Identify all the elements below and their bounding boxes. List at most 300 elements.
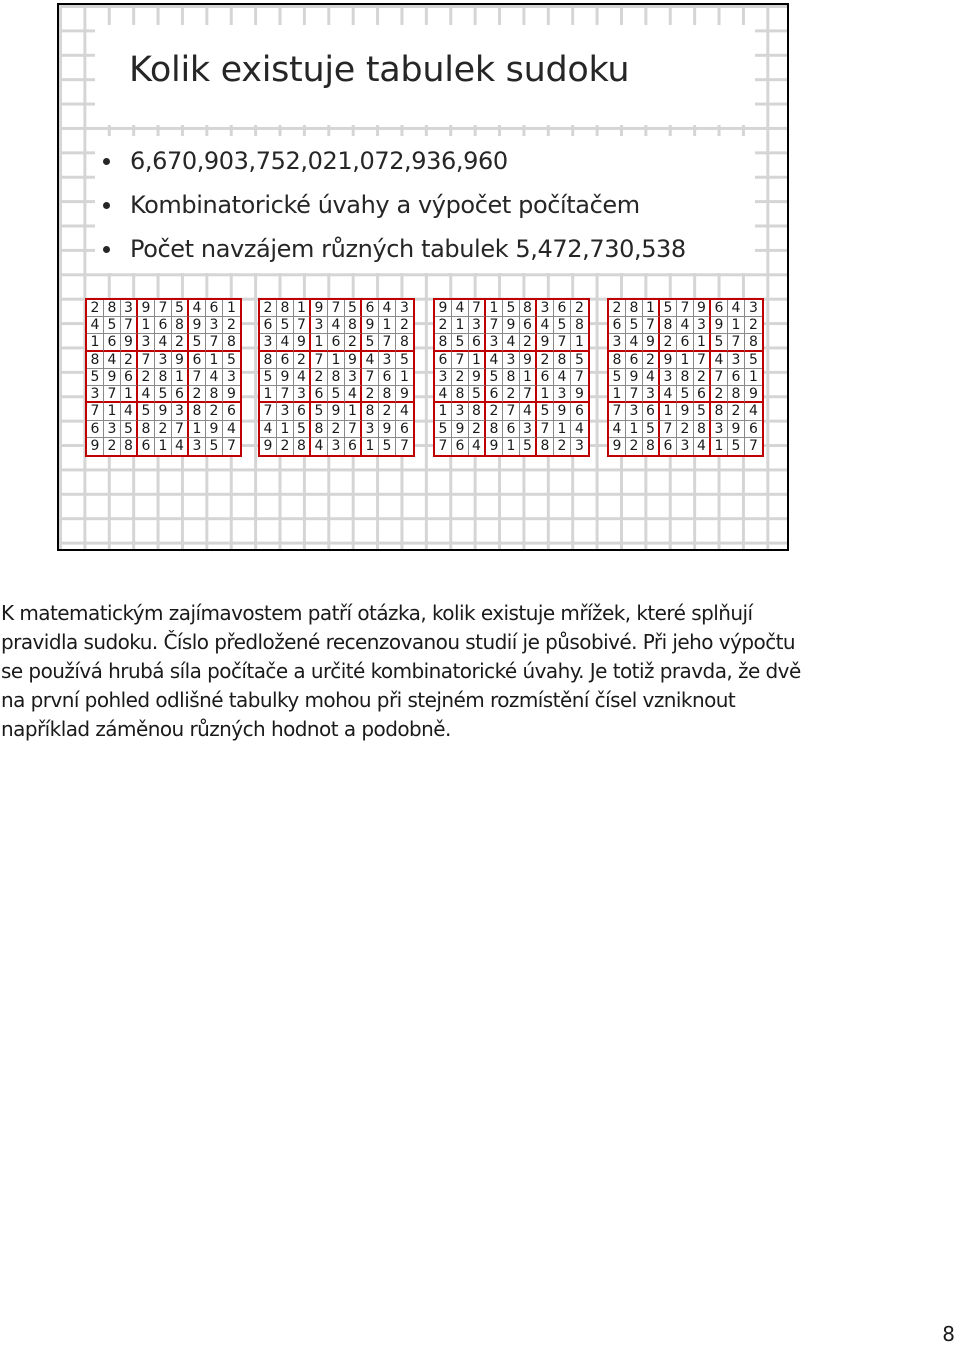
sudoku-cell: 5 — [643, 421, 660, 438]
sudoku-cell: 2 — [435, 317, 452, 334]
sudoku-cell: 2 — [172, 334, 189, 351]
sudoku-cell: 8 — [206, 386, 223, 403]
caption-line: například záměnou různých hodnot a podobně. — [1, 717, 451, 741]
sudoku-cell: 4 — [379, 300, 396, 317]
sudoku-cell: 4 — [189, 300, 206, 317]
sudoku-cell: 7 — [227, 437, 236, 454]
sudoku-cell: 4 — [138, 386, 155, 403]
sudoku-cell: 1 — [571, 334, 588, 351]
sudoku-cell: 1 — [469, 352, 486, 369]
sudoku-cell: 3 — [643, 386, 660, 403]
page-number: 8 — [942, 1322, 955, 1346]
sudoku-cell: 2 — [260, 300, 277, 317]
sudoku-cell: 5 — [503, 300, 520, 317]
sudoku-cell: 9 — [328, 403, 345, 420]
sudoku-cell: 4 — [155, 334, 172, 351]
sudoku-cell: 1 — [554, 421, 571, 438]
sudoku-cell: 9 — [677, 403, 694, 420]
sudoku-cell: 9 — [469, 369, 486, 386]
sudoku-cell: 3 — [486, 334, 503, 351]
sudoku-cell: 1 — [121, 386, 138, 403]
sudoku-cell: 6 — [362, 300, 379, 317]
sudoku-cell: 1 — [396, 369, 413, 386]
sudoku-cell: 1 — [294, 300, 311, 317]
sudoku-cell: 3 — [677, 438, 694, 455]
sudoku-cell: 2 — [520, 334, 537, 351]
sudoku-cell: 1 — [345, 403, 362, 420]
sudoku-cell: 7 — [138, 352, 155, 369]
sudoku-cell: 7 — [435, 438, 452, 455]
sudoku-cell: 1 — [609, 386, 626, 403]
sudoku-cell: 1 — [189, 421, 206, 438]
sudoku-cell: 2 — [554, 438, 571, 455]
caption-line: na první pohled odlišné tabulky mohou při stejném rozmístění čísel vzniknout — [1, 688, 736, 712]
sudoku-cell: 6 — [469, 334, 486, 351]
sudoku-cell: 9 — [537, 334, 554, 351]
sudoku-cell: 1 — [520, 369, 537, 386]
sudoku-cell: 8 — [660, 317, 677, 334]
sudoku-cell: 5 — [362, 334, 379, 351]
sudoku-cell: 3 — [694, 317, 711, 334]
sudoku-cell: 7 — [260, 403, 277, 420]
sudoku-cell: 7 — [294, 317, 311, 334]
sudoku-cell: 8 — [728, 386, 745, 403]
sudoku-cell: 7 — [362, 369, 379, 386]
sudoku-cell: 3 — [223, 369, 240, 386]
sudoku-cell: 6 — [172, 386, 189, 403]
sudoku-cell: 9 — [138, 300, 155, 317]
sudoku-cell: 4 — [345, 386, 362, 403]
caption-line: K matematickým zajímavostem patří otázka, kolik existuje mřížek, které splňují — [1, 601, 753, 625]
sudoku-cell: 9 — [362, 317, 379, 334]
sudoku-cell: 5 — [189, 334, 206, 351]
sudoku-cell: 7 — [711, 369, 728, 386]
sudoku-cell: 1 — [537, 386, 554, 403]
sudoku-cell: 6 — [121, 369, 138, 386]
sudoku-cell: 3 — [345, 369, 362, 386]
sudoku-cell: 9 — [311, 300, 328, 317]
sudoku-cell: 6 — [189, 352, 206, 369]
sudoku-cell: 5 — [469, 386, 486, 403]
sudoku-cell: 2 — [223, 317, 240, 334]
sudoku-cell: 1 — [643, 300, 660, 317]
sudoku-cell: 1 — [172, 369, 189, 386]
sudoku-cell: 3 — [626, 403, 643, 420]
sudoku-cell: 8 — [554, 352, 571, 369]
sudoku-cell: 8 — [520, 300, 537, 317]
sudoku-cell: 3 — [311, 317, 328, 334]
sudoku-cell: 4 — [328, 317, 345, 334]
sudoku-cell: 5 — [345, 300, 362, 317]
sudoku-cell: 8 — [677, 369, 694, 386]
sudoku-cell: 2 — [745, 317, 762, 334]
sudoku-cell: 6 — [503, 421, 520, 438]
sudoku-cell: 1 — [677, 352, 694, 369]
sudoku-cell: 6 — [554, 300, 571, 317]
sudoku-cell: 3 — [294, 386, 311, 403]
sudoku-cell: 9 — [104, 369, 121, 386]
sudoku-cell: 6 — [660, 438, 677, 455]
sudoku-cell: 8 — [189, 403, 206, 420]
slide-title: Kolik existuje tabulek sudoku — [129, 50, 630, 90]
sudoku-cell: 1 — [452, 317, 469, 334]
sudoku-cell: 3 — [435, 369, 452, 386]
caption-paragraph — [1, 599, 921, 744]
sudoku-cell: 7 — [311, 352, 328, 369]
sudoku-cell: 9 — [503, 317, 520, 334]
sudoku-cell: 5 — [311, 403, 328, 420]
sudoku-cell: 2 — [660, 334, 677, 351]
sudoku-cell: 3 — [575, 437, 584, 454]
sudoku-cell: 5 — [520, 438, 537, 455]
sudoku-cell: 3 — [728, 352, 745, 369]
sudoku-cell: 8 — [345, 317, 362, 334]
sudoku-cell: 4 — [172, 438, 189, 455]
sudoku-cell: 3 — [554, 386, 571, 403]
sudoku-cell: 7 — [643, 317, 660, 334]
sudoku-cell: 2 — [294, 352, 311, 369]
sudoku-cell: 8 — [626, 300, 643, 317]
sudoku-cell: 8 — [104, 300, 121, 317]
sudoku-cell: 6 — [643, 403, 660, 420]
sudoku-cell: 4 — [223, 421, 240, 438]
caption-line: se používá hrubá síla počítače a určité kombinatorické úvahy. Je totiž pravda, že dvě — [1, 659, 801, 683]
sudoku-cell: 7 — [469, 300, 486, 317]
sudoku-cell: 8 — [571, 317, 588, 334]
sudoku-cell: 7 — [328, 300, 345, 317]
sudoku-cell: 6 — [104, 334, 121, 351]
sudoku-cell: 3 — [121, 300, 138, 317]
sudoku-cell: 5 — [626, 317, 643, 334]
sudoku-grid-3 — [433, 298, 590, 457]
sudoku-cell: 9 — [745, 386, 762, 403]
sudoku-cell: 6 — [609, 317, 626, 334]
sudoku-cell: 9 — [155, 403, 172, 420]
sudoku-cell: 5 — [104, 317, 121, 334]
sudoku-cell: 3 — [328, 438, 345, 455]
sudoku-cell: 8 — [396, 334, 413, 351]
sudoku-cell: 3 — [609, 334, 626, 351]
sudoku-cell: 4 — [571, 421, 588, 438]
sudoku-cell: 9 — [396, 386, 413, 403]
sudoku-cell: 5 — [379, 438, 396, 455]
sudoku-cell: 4 — [503, 334, 520, 351]
sudoku-cell: 5 — [486, 369, 503, 386]
sudoku-cell: 2 — [643, 352, 660, 369]
sudoku-cell: 8 — [694, 421, 711, 438]
sudoku-cell: 8 — [711, 403, 728, 420]
sudoku-cell: 9 — [189, 317, 206, 334]
sudoku-cell: 2 — [362, 386, 379, 403]
sudoku-cell: 2 — [121, 352, 138, 369]
sudoku-cell: 1 — [362, 438, 379, 455]
sudoku-cell: 5 — [554, 317, 571, 334]
sudoku-cell: 6 — [626, 352, 643, 369]
sudoku-cell: 9 — [609, 438, 626, 455]
sudoku-cell: 9 — [223, 386, 240, 403]
sudoku-cell: 1 — [311, 334, 328, 351]
sudoku-cell: 1 — [486, 300, 503, 317]
sudoku-cell: 7 — [728, 334, 745, 351]
sudoku-cell: 6 — [694, 386, 711, 403]
sudoku-cell: 5 — [155, 386, 172, 403]
sudoku-cell: 5 — [745, 352, 762, 369]
sudoku-cell: 6 — [571, 403, 588, 420]
sudoku-cell: 5 — [694, 403, 711, 420]
sudoku-cell: 3 — [206, 317, 223, 334]
sudoku-cell: 4 — [469, 438, 486, 455]
sudoku-cell: 9 — [520, 352, 537, 369]
bullet-method: Kombinatorické úvahy a výpočet počítačem — [101, 183, 686, 227]
sudoku-cell: 9 — [435, 300, 452, 317]
sudoku-cell: 6 — [435, 352, 452, 369]
sudoku-cell: 2 — [728, 403, 745, 420]
sudoku-cell: 1 — [435, 403, 452, 420]
sudoku-cell: 8 — [469, 403, 486, 420]
sudoku-cell: 3 — [155, 352, 172, 369]
sudoku-cell: 7 — [121, 317, 138, 334]
sudoku-cell: 7 — [660, 421, 677, 438]
sudoku-cell: 2 — [155, 421, 172, 438]
sudoku-grid-2 — [258, 298, 415, 457]
sudoku-cell: 3 — [172, 403, 189, 420]
sudoku-cell: 8 — [643, 438, 660, 455]
sudoku-cell: 3 — [660, 369, 677, 386]
sudoku-cell: 4 — [206, 369, 223, 386]
sudoku-cell: 6 — [396, 421, 413, 438]
sudoku-cell: 6 — [677, 334, 694, 351]
sudoku-cell: 4 — [626, 334, 643, 351]
sudoku-cell: 9 — [694, 300, 711, 317]
sudoku-cell: 5 — [223, 352, 240, 369]
sudoku-cell: 8 — [277, 300, 294, 317]
sudoku-cell: 7 — [400, 437, 409, 454]
sudoku-cell: 8 — [223, 334, 240, 351]
sudoku-cell: 2 — [328, 421, 345, 438]
sudoku-cell: 2 — [537, 352, 554, 369]
sudoku-cell: 2 — [609, 300, 626, 317]
sudoku-cell: 8 — [537, 438, 554, 455]
sudoku-cell: 4 — [396, 403, 413, 420]
sudoku-cell: 9 — [345, 352, 362, 369]
sudoku-cell: 1 — [155, 438, 172, 455]
sudoku-cell: 4 — [711, 352, 728, 369]
sudoku-cell: 4 — [554, 369, 571, 386]
sudoku-cell: 5 — [728, 438, 745, 455]
sudoku-cell: 7 — [277, 386, 294, 403]
sudoku-cell: 1 — [206, 352, 223, 369]
sudoku-cell: 8 — [172, 317, 189, 334]
bullet-distinct-count: Počet navzájem různých tabulek 5,472,730,538 — [101, 227, 686, 271]
caption-line: pravidla sudoku. Číslo předložené recenzovanou studií je působivé. Při jeho výpočtu — [1, 630, 796, 654]
sudoku-cell: 7 — [155, 300, 172, 317]
sudoku-cell: 5 — [396, 352, 413, 369]
sudoku-cell: 4 — [121, 403, 138, 420]
sudoku-cell: 9 — [277, 369, 294, 386]
sudoku-cell: 3 — [711, 421, 728, 438]
sudoku-cell: 2 — [396, 317, 413, 334]
sudoku-cell: 2 — [503, 386, 520, 403]
sudoku-cell: 9 — [379, 421, 396, 438]
sudoku-cell: 1 — [328, 352, 345, 369]
sudoku-cell: 9 — [643, 334, 660, 351]
sudoku-cell: 9 — [728, 421, 745, 438]
sudoku-cell: 7 — [206, 334, 223, 351]
sudoku-cell: 8 — [121, 438, 138, 455]
sudoku-cell: 2 — [469, 421, 486, 438]
sudoku-cell: 6 — [328, 334, 345, 351]
sudoku-cell: 6 — [277, 352, 294, 369]
sudoku-cell: 3 — [745, 300, 762, 317]
sudoku-cell: 6 — [452, 438, 469, 455]
sudoku-cell: 3 — [452, 403, 469, 420]
sudoku-cell: 3 — [138, 334, 155, 351]
sudoku-cell: 2 — [571, 300, 588, 317]
sudoku-cell: 8 — [503, 369, 520, 386]
sudoku-cell: 1 — [104, 403, 121, 420]
sudoku-cell: 4 — [104, 352, 121, 369]
sudoku-cell: 8 — [486, 421, 503, 438]
sudoku-cell: 1 — [728, 317, 745, 334]
sudoku-cell: 3 — [277, 403, 294, 420]
sudoku-cell: 3 — [379, 352, 396, 369]
sudoku-cell: 6 — [294, 403, 311, 420]
sudoku-grid-4 — [607, 298, 764, 457]
sudoku-cell: 4 — [537, 317, 554, 334]
sudoku-cell: 7 — [379, 334, 396, 351]
sudoku-cell: 2 — [87, 300, 104, 317]
sudoku-cell: 7 — [694, 352, 711, 369]
sudoku-cell: 8 — [138, 421, 155, 438]
sudoku-cell: 5 — [260, 369, 277, 386]
sudoku-cell: 4 — [452, 300, 469, 317]
sudoku-cell: 2 — [626, 438, 643, 455]
sudoku-cell: 7 — [609, 403, 626, 420]
sudoku-cell: 4 — [294, 369, 311, 386]
sudoku-cell: 9 — [294, 334, 311, 351]
sudoku-cell: 7 — [626, 386, 643, 403]
sudoku-cell: 7 — [452, 352, 469, 369]
sudoku-cell: 5 — [452, 334, 469, 351]
sudoku-cell: 3 — [104, 421, 121, 438]
sudoku-cell: 1 — [87, 334, 104, 351]
sudoku-cell: 3 — [87, 386, 104, 403]
sudoku-cell: 3 — [260, 334, 277, 351]
sudoku-cell: 7 — [571, 369, 588, 386]
sudoku-cell: 6 — [486, 386, 503, 403]
sudoku-cell: 1 — [138, 317, 155, 334]
sudoku-cell: 9 — [206, 421, 223, 438]
sudoku-cell: 4 — [362, 352, 379, 369]
sudoku-cell: 5 — [609, 369, 626, 386]
sudoku-cell: 4 — [677, 317, 694, 334]
sudoku-cell: 7 — [520, 386, 537, 403]
sudoku-cell: 7 — [104, 386, 121, 403]
sudoku-cell: 6 — [345, 438, 362, 455]
sudoku-cell: 2 — [311, 369, 328, 386]
sudoku-cell: 9 — [260, 438, 277, 455]
sudoku-cell: 9 — [626, 369, 643, 386]
sudoku-cell: 6 — [87, 421, 104, 438]
sudoku-cell: 7 — [189, 369, 206, 386]
sudoku-cell: 1 — [277, 421, 294, 438]
sudoku-cell: 4 — [260, 421, 277, 438]
sudoku-cell: 2 — [452, 369, 469, 386]
sudoku-cell: 5 — [677, 386, 694, 403]
sudoku-cell: 2 — [206, 403, 223, 420]
sudoku-cell: 3 — [189, 438, 206, 455]
sudoku-cell: 4 — [311, 438, 328, 455]
sudoku-cell: 7 — [503, 403, 520, 420]
sudoku-cell: 5 — [660, 300, 677, 317]
sudoku-cell: 2 — [711, 386, 728, 403]
sudoku-cell: 3 — [362, 421, 379, 438]
sudoku-cell: 2 — [379, 403, 396, 420]
sudoku-cell: 1 — [503, 438, 520, 455]
sudoku-cell: 7 — [172, 421, 189, 438]
sudoku-cell: 4 — [520, 403, 537, 420]
sudoku-cell: 8 — [609, 352, 626, 369]
sudoku-cell: 4 — [728, 300, 745, 317]
sudoku-cell: 1 — [660, 403, 677, 420]
sudoku-cell: 2 — [694, 369, 711, 386]
sudoku-cell: 7 — [345, 421, 362, 438]
sudoku-cell: 4 — [87, 317, 104, 334]
sudoku-cell: 9 — [452, 421, 469, 438]
sudoku-cell: 4 — [486, 352, 503, 369]
sudoku-cell: 5 — [87, 369, 104, 386]
sudoku-cell: 8 — [87, 352, 104, 369]
sudoku-cell: 2 — [189, 386, 206, 403]
sudoku-cell: 7 — [537, 421, 554, 438]
sudoku-cell: 9 — [660, 352, 677, 369]
sudoku-cell: 5 — [435, 421, 452, 438]
sudoku-cell: 8 — [362, 403, 379, 420]
sudoku-cell: 2 — [486, 403, 503, 420]
sudoku-cell: 5 — [138, 403, 155, 420]
sudoku-cell: 9 — [554, 403, 571, 420]
sudoku-cell: 6 — [537, 369, 554, 386]
sudoku-cell: 5 — [537, 403, 554, 420]
sudoku-cell: 6 — [520, 317, 537, 334]
sudoku-cell: 5 — [294, 421, 311, 438]
sudoku-cell: 3 — [503, 352, 520, 369]
sudoku-cell: 6 — [311, 386, 328, 403]
slide-image — [57, 3, 789, 551]
sudoku-cell: 7 — [554, 334, 571, 351]
sudoku-cell: 9 — [571, 386, 588, 403]
sudoku-cell: 1 — [260, 386, 277, 403]
sudoku-cell: 6 — [728, 369, 745, 386]
sudoku-cell: 8 — [452, 386, 469, 403]
sudoku-cell: 4 — [609, 421, 626, 438]
sudoku-cell: 4 — [745, 403, 762, 420]
sudoku-cell: 7 — [749, 437, 758, 454]
sudoku-cell: 3 — [396, 300, 413, 317]
sudoku-cell: 2 — [677, 421, 694, 438]
sudoku-cell: 4 — [277, 334, 294, 351]
sudoku-cell: 8 — [379, 386, 396, 403]
sudoku-cell: 6 — [223, 403, 240, 420]
sudoku-cell: 3 — [520, 421, 537, 438]
sudoku-cell: 6 — [260, 317, 277, 334]
sudoku-cell: 1 — [626, 421, 643, 438]
sudoku-cell: 6 — [745, 421, 762, 438]
sudoku-cell: 5 — [328, 386, 345, 403]
sudoku-cell: 9 — [121, 334, 138, 351]
sudoku-cell: 6 — [138, 438, 155, 455]
sudoku-cell: 8 — [745, 334, 762, 351]
